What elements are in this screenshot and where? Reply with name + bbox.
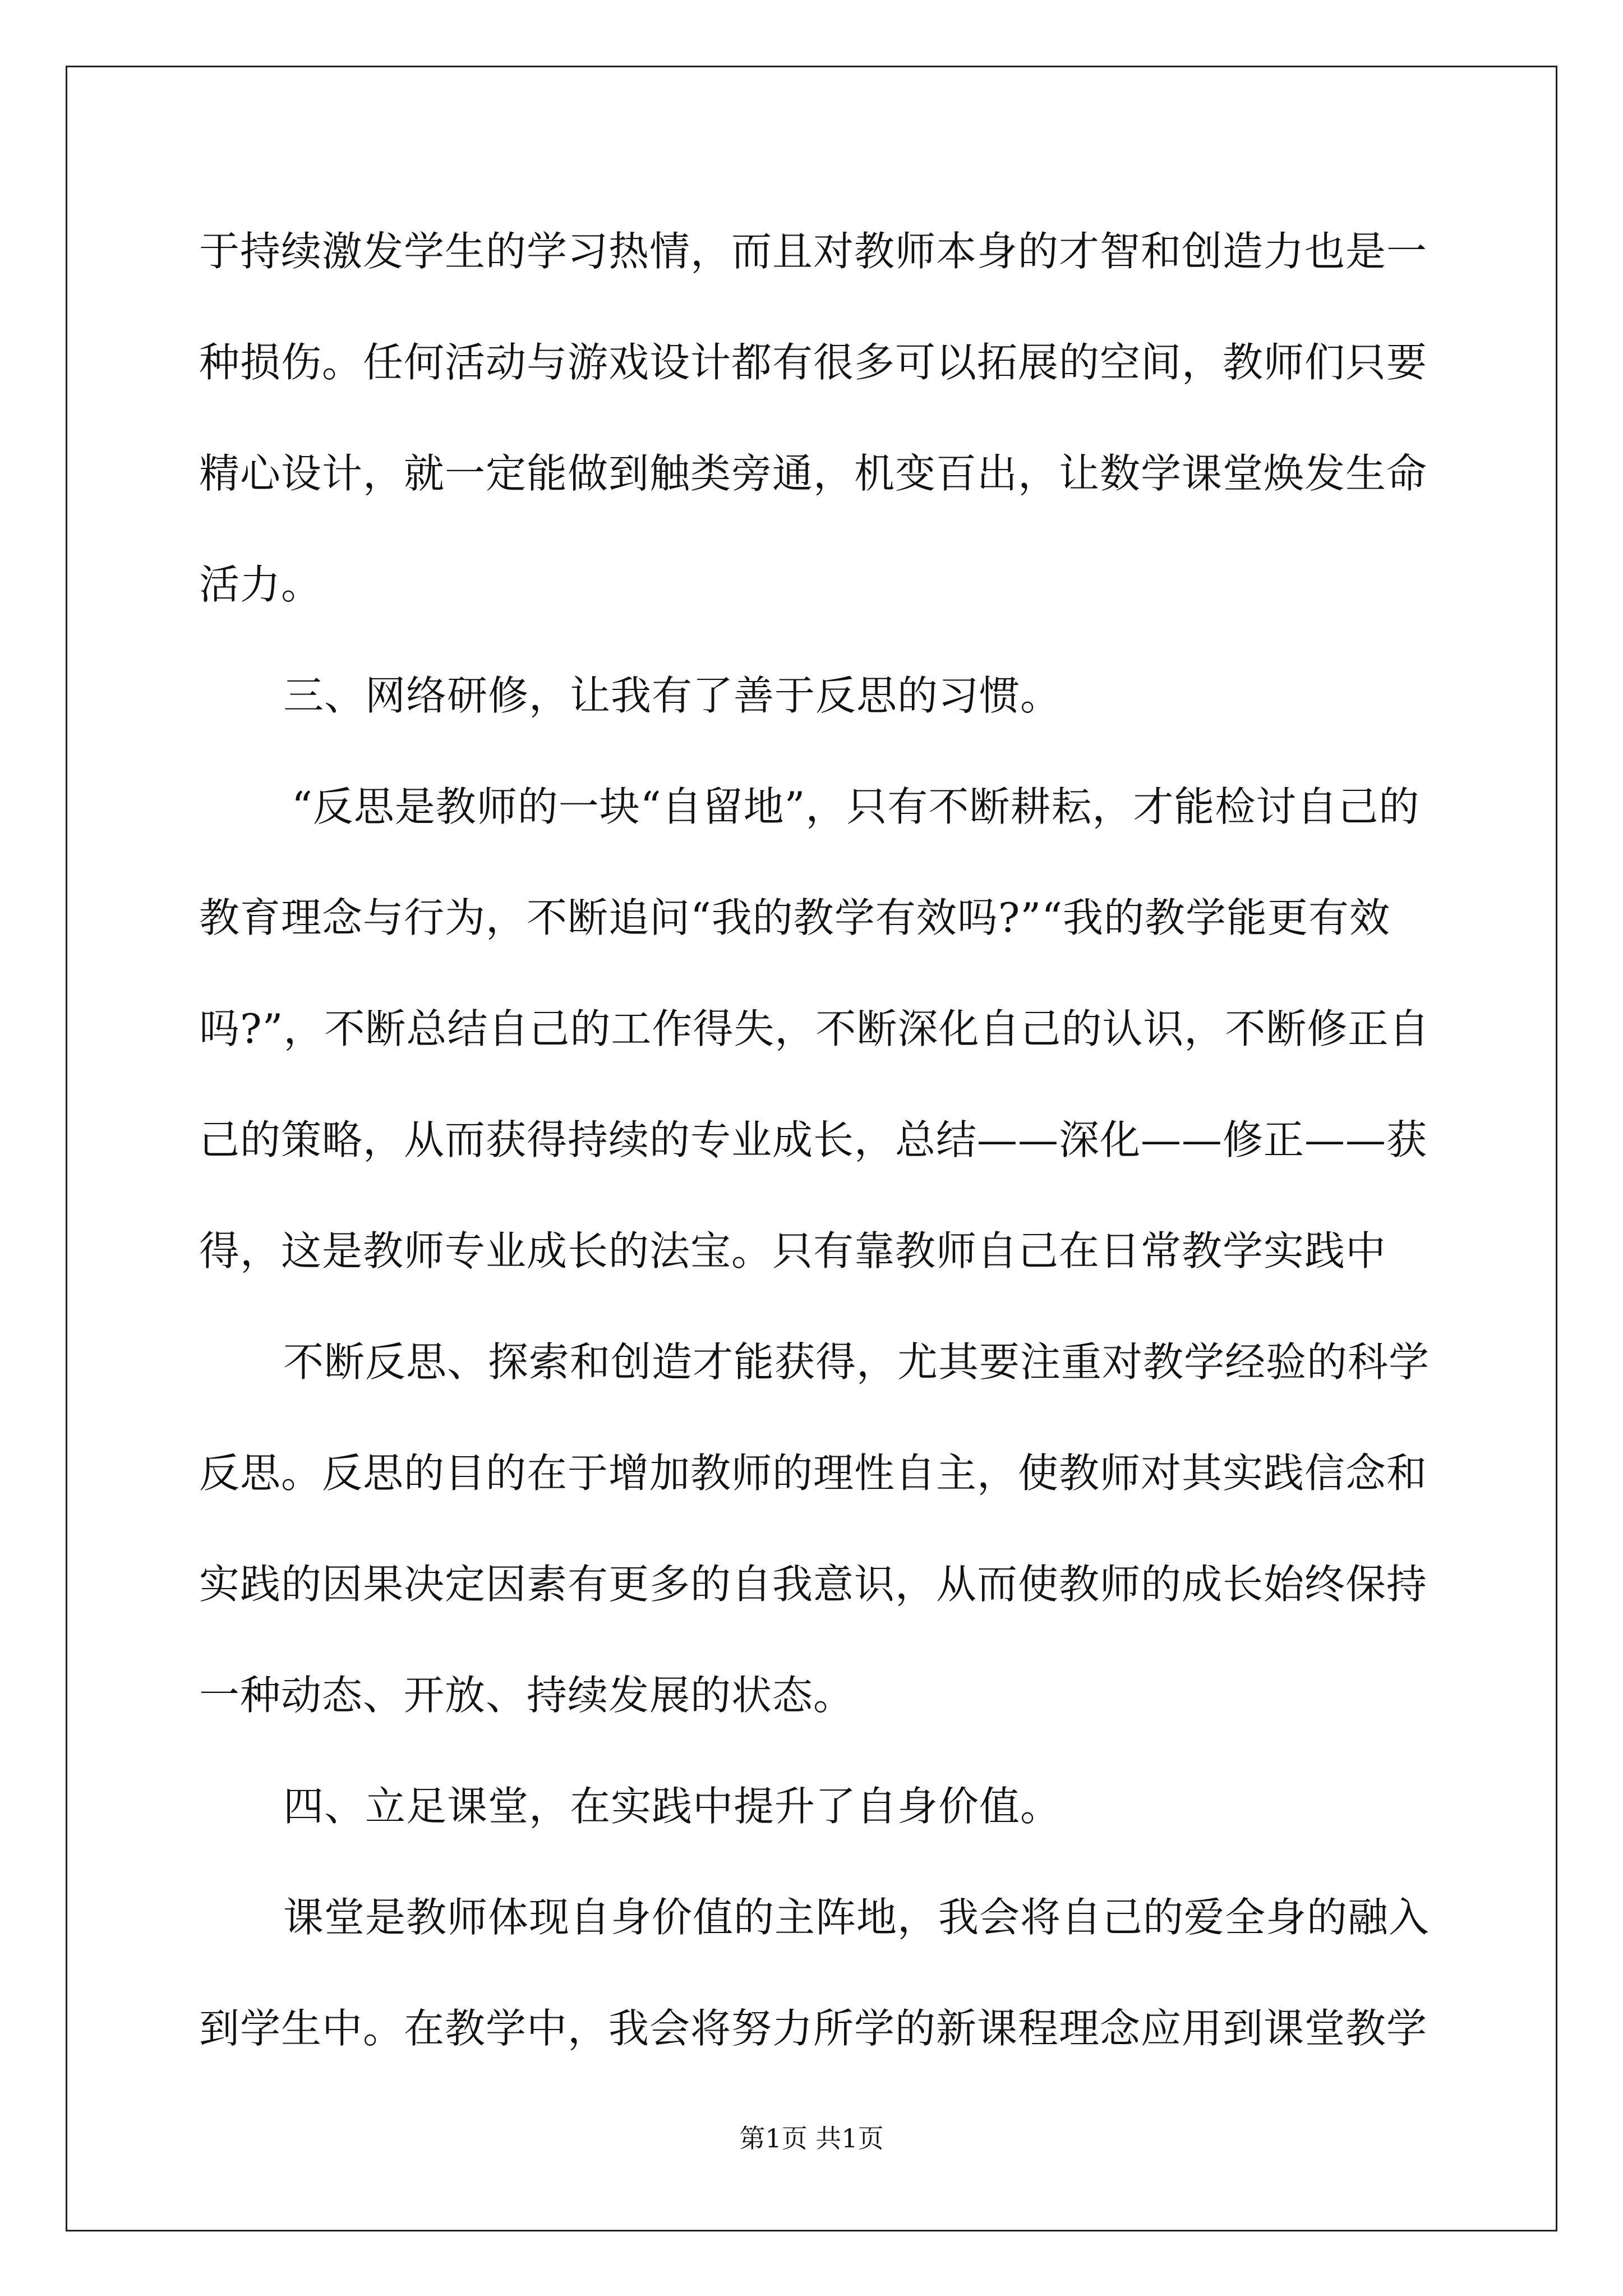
text-line-14: 一种动态、开放、持续发展的状态。 (199, 1672, 855, 1719)
text-line-7: 教育理念与行为，不断追问“我的教学有效吗?”“我的教学能更有效 (199, 894, 1391, 941)
text-line-4: 活力。 (199, 561, 322, 608)
text-line-1: 于持续激发学生的学习热情，而且对教师本身的才智和创造力也是一 (199, 228, 1428, 275)
section-heading-3: 三、网络研修，让我有了善于反思的习惯。 (283, 672, 1062, 719)
section-heading-4: 四、立足课堂，在实践中提升了自身价值。 (283, 1783, 1062, 1830)
text-line-8: 吗?”，不断总结自己的工作得失，不断深化自己的认识，不断修正自 (199, 1005, 1430, 1052)
text-line-3: 精心设计，就一定能做到触类旁通，机变百出，让数学课堂焕发生命 (199, 450, 1428, 497)
page-footer: 第1页 共1页 (739, 2123, 884, 2154)
text-line-9: 己的策略，从而获得持续的专业成长，总结——深化——修正——获 (199, 1116, 1428, 1163)
text-line-2: 种损伤。任何活动与游戏设计都有很多可以拓展的空间，教师们只要 (199, 339, 1428, 386)
text-line-16: 课堂是教师体现自身价值的主阵地，我会将自己的爱全身的融入 (283, 1894, 1430, 1941)
text-line-6: “反思是教师的一块“自留地”，只有不断耕耘，才能检讨自己的 (292, 783, 1420, 830)
text-line-17: 到学生中。在教学中，我会将努力所学的新课程理念应用到课堂教学 (199, 2005, 1428, 2052)
text-line-13: 实践的因果决定因素有更多的自我意识，从而使教师的成长始终保持 (199, 1561, 1428, 1608)
text-line-10: 得，这是教师专业成长的法宝。只有靠教师自己在日常教学实践中 (199, 1227, 1387, 1274)
text-line-12: 反思。反思的目的在于增加教师的理性自主，使教师对其实践信念和 (199, 1450, 1428, 1497)
text-line-11: 不断反思、探索和创造才能获得，尤其要注重对教学经验的科学 (283, 1338, 1430, 1386)
